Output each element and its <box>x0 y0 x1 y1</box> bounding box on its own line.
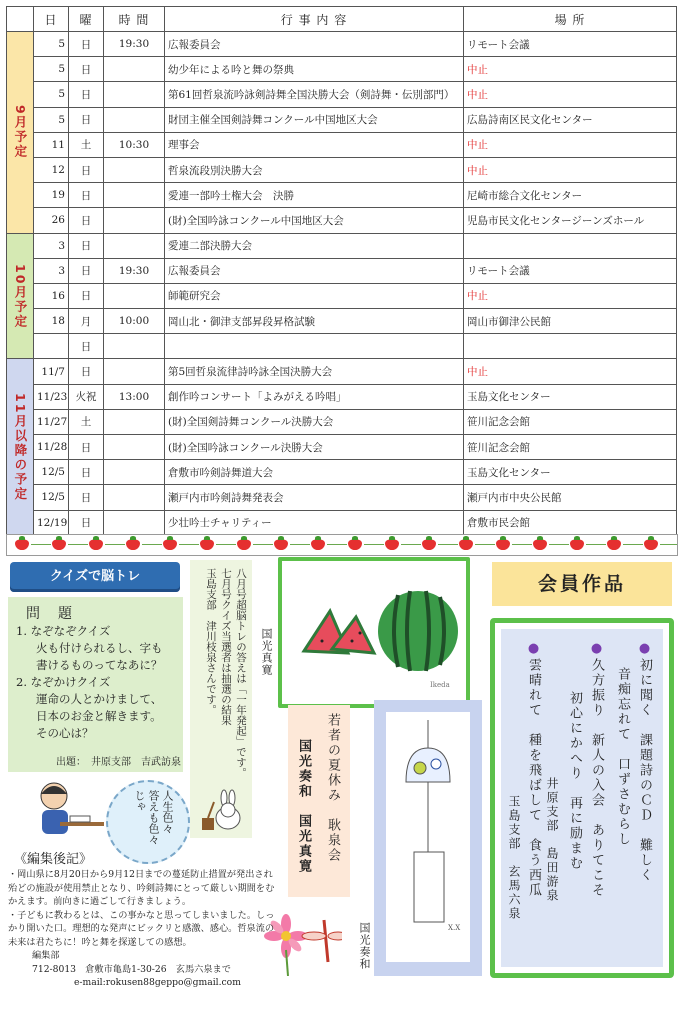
cell-time: 19:30 <box>104 32 165 57</box>
bubble-line1: 人生色々 <box>161 790 174 834</box>
editorial-title: 《編集後記》 <box>14 852 93 867</box>
cell-dow: 日 <box>69 359 104 384</box>
cell-event: 第61回哲泉流吟詠剣詩舞全国決勝大会（剣詩舞・伝別部門） <box>165 82 464 107</box>
cell-dow: 日 <box>69 334 104 359</box>
cell-event: (財)全国吟詠コンクール決勝大会 <box>165 435 464 460</box>
strawberry-icon <box>311 539 325 550</box>
quiz-answer-line1: 八月号超脳トレの答えは「一年発起」です。 <box>235 568 247 778</box>
table-row <box>7 82 677 107</box>
vine-line <box>216 544 236 545</box>
table-row <box>7 283 677 308</box>
cell-event: 倉敷市吟剣詩舞道大会 <box>165 460 464 485</box>
cell-time <box>104 233 165 258</box>
cell-place: 玉島文化センター <box>464 384 677 409</box>
cell-time <box>104 283 165 308</box>
cell-event: 創作吟コンサート「よみがえる吟唱」 <box>165 384 464 409</box>
cell-time <box>104 107 165 132</box>
quiz-q1-line1: 火も付けられるし、字も <box>36 641 163 655</box>
cell-place: 玉島文化センター <box>464 460 677 485</box>
cell-time: 10:00 <box>104 309 165 334</box>
month-label-cell <box>7 233 34 359</box>
cell-time <box>104 157 165 182</box>
summer-names: 国光奏和 国光真寛 <box>296 739 311 874</box>
table-row <box>7 107 677 132</box>
poem-1-line2: 音痴忘れて 口ずさむらし <box>615 667 630 847</box>
editorial-para1: ・岡山県に8月20日から9月12日までの蔓延防止措置が発出され殆どの施設が使用禁止となり、吟剣詩舞にとって厳しい期間をむかえます。前向きに過ごして行きましょう。 <box>8 869 275 907</box>
strawberry-icon <box>237 539 251 550</box>
cell-time <box>104 359 165 384</box>
cell-event: (財)全国吟詠コンクール中国地区大会 <box>165 208 464 233</box>
cell-time: 19:30 <box>104 258 165 283</box>
cell-event: 岡山北・御津支部昇段昇格試験 <box>165 309 464 334</box>
vine-line <box>623 544 643 545</box>
svg-text:X.X: X.X <box>448 924 461 932</box>
header-content: 行 事 内 容 <box>165 7 464 32</box>
cell-date: 5 <box>34 32 69 57</box>
strawberry-icon <box>607 539 621 550</box>
table-row <box>7 57 677 82</box>
poem-3-line1: 雲晴れて 種を飛ばして 食う西瓜 <box>526 658 541 898</box>
cell-time <box>104 334 165 359</box>
cell-place: 瀬戸内市中央公民館 <box>464 485 677 510</box>
editorial-email[interactable]: e-mail:rokusen88geppo@gmail.com <box>74 977 241 988</box>
strawberry-icon <box>422 539 436 550</box>
quiz-answer-box <box>190 560 252 838</box>
cell-dow: 日 <box>69 32 104 57</box>
cell-event: 哲泉流段別決勝大会 <box>165 157 464 182</box>
cell-date: 5 <box>34 82 69 107</box>
cell-event: 広報委員会 <box>165 258 464 283</box>
cell-time <box>104 510 165 535</box>
strawberry-icon <box>459 539 473 550</box>
table-row <box>7 132 677 157</box>
cell-event: 愛連一部吟士権大会 決勝 <box>165 183 464 208</box>
cell-event: 幼少年による吟と舞の祭典 <box>165 57 464 82</box>
quiz-author: 出題： 井原支部 吉武訪泉 <box>56 757 181 768</box>
cell-dow: 日 <box>69 510 104 535</box>
header-time: 時 間 <box>104 7 165 32</box>
strawberry-icon <box>348 539 362 550</box>
bubble-line3: じゃ <box>133 790 146 812</box>
cell-dow: 日 <box>69 107 104 132</box>
cell-date: 11/28 <box>34 435 69 460</box>
vine-line <box>31 544 51 545</box>
cell-time <box>104 82 165 107</box>
cell-dow: 火祝 <box>69 384 104 409</box>
table-row <box>7 32 677 57</box>
schedule-body <box>7 32 677 536</box>
quiz-answer-text <box>203 568 248 788</box>
cell-place <box>464 334 677 359</box>
strawberry-icon <box>15 539 29 550</box>
windbell-icon <box>386 712 470 962</box>
poem-1-line1: 初に聞く 課題詩のＣＤ 難しく <box>637 658 652 883</box>
editorial-para2: ・子どもに教わるとは、この事かなと思ってしまいました。しっかり開いた口。理想的な発声にビックリと感激、感心。哲泉流の未来は君たちに！吟と舞を探遂しての感想。 <box>8 909 275 948</box>
vine-line <box>327 544 347 545</box>
strawberry-divider <box>6 534 678 556</box>
cell-dow: 土 <box>69 132 104 157</box>
cell-date: 3 <box>34 258 69 283</box>
cell-date: 3 <box>34 233 69 258</box>
svg-text:Ikeda: Ikeda <box>430 681 450 689</box>
vine-line <box>68 544 88 545</box>
vine-line <box>586 544 606 545</box>
vine-line <box>401 544 421 545</box>
members-title: 会員作品 <box>537 573 626 595</box>
month-label-cell <box>7 32 34 234</box>
cell-place: 中止 <box>464 157 677 182</box>
cell-time <box>104 208 165 233</box>
cell-event: 財団主催全国剣詩舞コンクール中国地区大会 <box>165 107 464 132</box>
cell-event: 広報委員会 <box>165 32 464 57</box>
table-header-row <box>7 7 677 32</box>
summer-title: 若者の夏休み 耿泉会 <box>325 713 340 863</box>
poem-2-line1: 久方振り 新人の入会 ありてこそ <box>589 658 604 898</box>
poem-2-author: 井原支部 島田游泉 <box>545 777 559 903</box>
cell-event: 師範研究会 <box>165 283 464 308</box>
strawberry-icon <box>385 539 399 550</box>
cell-time <box>104 485 165 510</box>
table-row <box>7 485 677 510</box>
quiz-box <box>8 597 183 772</box>
cell-dow: 月 <box>69 309 104 334</box>
cell-event: 瀬戸内市吟剣詩舞発表会 <box>165 485 464 510</box>
vine-line <box>142 544 162 545</box>
cell-date: 11/27 <box>34 409 69 434</box>
bubble-text <box>132 790 174 845</box>
bubble-line2: 答えも色々 <box>147 790 160 845</box>
quiz-questions <box>16 623 186 742</box>
cell-date: 18 <box>34 309 69 334</box>
strawberry-icon <box>644 539 658 550</box>
poem-2: ●久方振り 新人の入会 ありてこそ 初心にかへり 再に励まむ <box>563 641 607 898</box>
cell-place: 岡山市御津公民館 <box>464 309 677 334</box>
vine-line <box>438 544 458 545</box>
rabbit-icon <box>200 788 246 834</box>
cell-date: 5 <box>34 57 69 82</box>
cell-date: 16 <box>34 283 69 308</box>
vine-line <box>512 544 532 545</box>
strawberry-icon <box>274 539 288 550</box>
cell-dow: 日 <box>69 258 104 283</box>
table-row <box>7 384 677 409</box>
month-label-cell <box>7 359 34 535</box>
cell-place: 笹川記念会館 <box>464 435 677 460</box>
cell-place: 中止 <box>464 359 677 384</box>
cell-place <box>464 233 677 258</box>
cell-event: (財)全国剣詩舞コンクール決勝大会 <box>165 409 464 434</box>
vine-line <box>475 544 495 545</box>
quiz-q1-head: 1. なぞなぞクイズ <box>16 624 111 638</box>
table-row <box>7 233 677 258</box>
cell-time <box>104 57 165 82</box>
watermelon-frame <box>278 557 470 708</box>
cell-event: 少壮吟士チャリティー <box>165 510 464 535</box>
poem-3-author: 玉島支部 玄馬六泉 <box>507 795 521 921</box>
quiz-answer-line2: 七月号クイズ当選者は抽選の結果 <box>220 568 232 726</box>
poem-2-line2: 初心にかへり 再に励まむ <box>567 691 582 871</box>
cell-date: 12/5 <box>34 460 69 485</box>
header-dow: 曜 <box>69 7 104 32</box>
quiz-q2-line2: 日本のお金と解きます。 <box>36 709 162 723</box>
cell-dow: 日 <box>69 435 104 460</box>
windbell-frame <box>374 700 482 976</box>
poem-3: ●雲晴れて 種を飛ばして 食う西瓜 <box>526 641 541 898</box>
quiz-button[interactable]: クイズで脳トレ <box>10 562 180 592</box>
speech-bubble <box>106 780 190 864</box>
cell-date: 12/19 <box>34 510 69 535</box>
cell-place: 中止 <box>464 283 677 308</box>
strawberry-icon <box>496 539 510 550</box>
cell-event <box>165 334 464 359</box>
vine-line <box>660 544 678 545</box>
strawberry-icon <box>200 539 214 550</box>
vine-line <box>364 544 384 545</box>
cell-place: 中止 <box>464 82 677 107</box>
cell-date: 19 <box>34 183 69 208</box>
quiz-q2-line3: その心は？ <box>36 726 94 740</box>
table-row <box>7 359 677 384</box>
table-row <box>7 510 677 535</box>
month-label: 11月以降の予定 <box>12 392 28 502</box>
strawberry-icon <box>570 539 584 550</box>
cell-date: 11/23 <box>34 384 69 409</box>
editorial-dept: 編集部 <box>32 950 60 961</box>
header-date: 日 <box>34 7 69 32</box>
members-frame <box>490 618 674 978</box>
cell-dow: 日 <box>69 82 104 107</box>
quiz-q1-line2: 書けるものってなあに？ <box>36 658 163 672</box>
cell-date: 12 <box>34 157 69 182</box>
cell-time <box>104 409 165 434</box>
strawberry-icon <box>163 539 177 550</box>
table-row <box>7 409 677 434</box>
strawberry-icon <box>126 539 140 550</box>
cell-dow: 日 <box>69 208 104 233</box>
vine-line <box>549 544 569 545</box>
table-row <box>7 309 677 334</box>
table-row <box>7 435 677 460</box>
watermelon-icon <box>282 561 466 704</box>
table-row <box>7 183 677 208</box>
table-row <box>7 460 677 485</box>
month-label: 9月予定 <box>12 105 28 160</box>
editorial-address: 712-8013 倉敷市亀島1-30-26 玄馬六泉まで <box>32 963 231 975</box>
cell-dow: 日 <box>69 233 104 258</box>
cell-event: 愛連二部決勝大会 <box>165 233 464 258</box>
cell-place: 児島市民文化センタージーンズホール <box>464 208 677 233</box>
header-place: 場 所 <box>464 7 677 32</box>
table-row <box>7 208 677 233</box>
cell-time: 13:00 <box>104 384 165 409</box>
cell-date: 11/7 <box>34 359 69 384</box>
cell-time: 10:30 <box>104 132 165 157</box>
summer-box <box>288 705 350 897</box>
cell-dow: 日 <box>69 485 104 510</box>
table-row <box>7 258 677 283</box>
table-row <box>7 157 677 182</box>
cell-time <box>104 183 165 208</box>
cell-dow: 日 <box>69 460 104 485</box>
cell-time <box>104 435 165 460</box>
strawberry-icon <box>89 539 103 550</box>
cell-dow: 日 <box>69 183 104 208</box>
windbell-credit: 国光奏和 <box>358 922 371 970</box>
cell-event: 理事会 <box>165 132 464 157</box>
vine-line <box>179 544 199 545</box>
quiz-answer-line3: 玉島支部 津川枝泉さんです。 <box>205 568 217 715</box>
cell-date: 26 <box>34 208 69 233</box>
cell-date: 5 <box>34 107 69 132</box>
vine-line <box>105 544 125 545</box>
person-writing-icon <box>30 778 110 844</box>
quiz-q2-head: 2. なぞかけクイズ <box>16 675 111 689</box>
cell-dow: 日 <box>69 157 104 182</box>
table-row <box>7 334 677 359</box>
cell-event: 第5回哲泉流律詩吟詠全国決勝大会 <box>165 359 464 384</box>
cell-dow: 土 <box>69 409 104 434</box>
quiz-title: 問 題 <box>26 606 74 622</box>
cell-place: 中止 <box>464 132 677 157</box>
vine-line <box>253 544 273 545</box>
members-title-box <box>492 562 672 606</box>
schedule-table <box>6 6 677 536</box>
cell-time <box>104 460 165 485</box>
cell-date <box>34 334 69 359</box>
cell-place: 中止 <box>464 57 677 82</box>
header-month <box>7 7 34 32</box>
strawberry-icon <box>52 539 66 550</box>
cell-place: 倉敷市民会館 <box>464 510 677 535</box>
cell-dow: 日 <box>69 57 104 82</box>
quiz-q2-line1: 運命の人とかけまして、 <box>36 692 163 706</box>
cell-date: 12/5 <box>34 485 69 510</box>
poem-1: ●初に聞く 課題詩のＣＤ 難しく 音痴忘れて 口ずさむらし <box>611 641 655 883</box>
cell-dow: 日 <box>69 283 104 308</box>
cell-place: リモート会議 <box>464 32 677 57</box>
vine-line <box>290 544 310 545</box>
cell-date: 11 <box>34 132 69 157</box>
cell-place: 広島詩南区民文化センター <box>464 107 677 132</box>
month-label: 10月予定 <box>12 263 28 329</box>
cell-place: 尼崎市総合文化センター <box>464 183 677 208</box>
watermelon-credit: 国光真寛 <box>260 628 273 676</box>
cell-place: リモート会議 <box>464 258 677 283</box>
members-inner <box>501 629 663 967</box>
cell-place: 笹川記念会館 <box>464 409 677 434</box>
strawberry-icon <box>533 539 547 550</box>
editorial-body <box>8 868 278 990</box>
